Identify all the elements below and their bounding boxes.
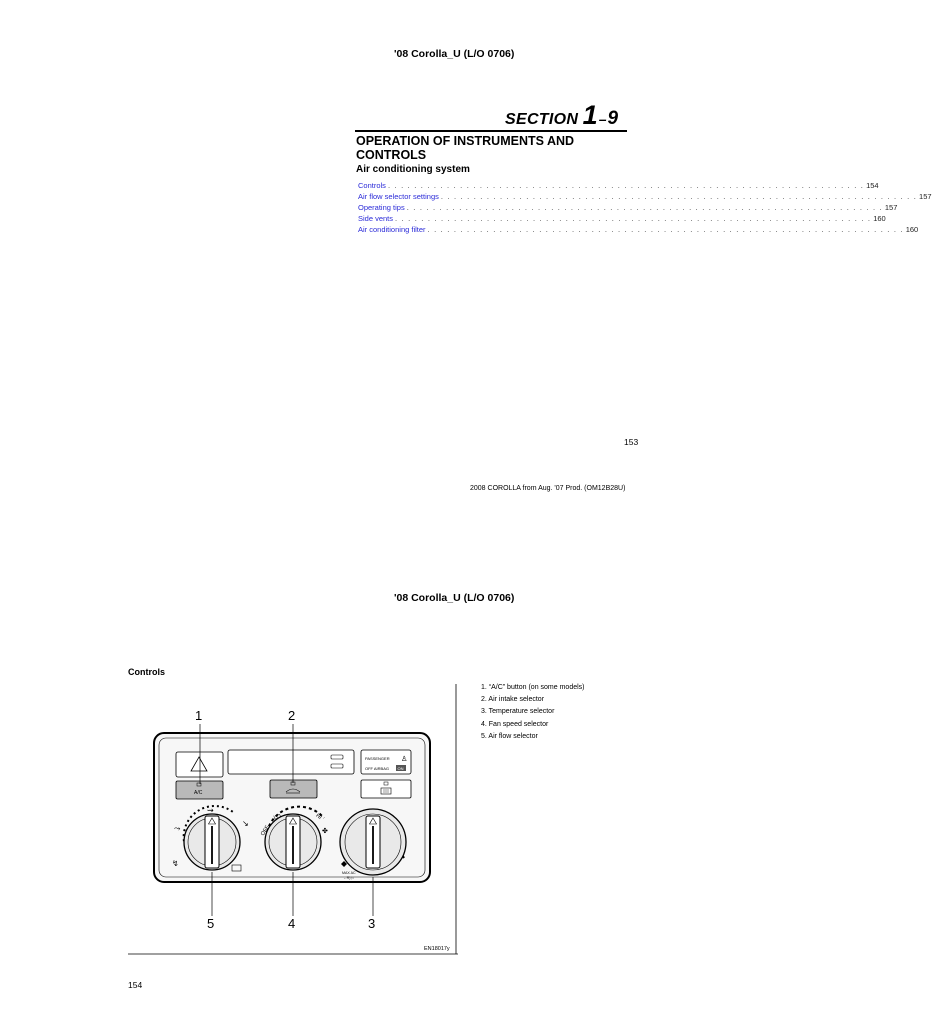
toc-leader: . . . . . . . . . . . . . . . . . . . . . . . . . . . . . . . . . . . . . . . . . . . . . . . . . . . . . . . . . . . . . . . . . . . . . . . . . — [427, 225, 904, 234]
toc-entry-air-flow-selector-settings[interactable] — [358, 191, 932, 202]
airbag-label: OFF AIRBAG — [365, 766, 390, 771]
fan-lo-label: LO — [272, 813, 282, 822]
callout-2: 2 — [288, 708, 296, 723]
toc-entry-air-conditioning-filter[interactable] — [358, 224, 919, 235]
foot-defog-vent-icon: ↯ — [172, 859, 179, 868]
passenger-airbag-indicator — [361, 750, 411, 774]
ac-label: A/C — [194, 790, 203, 796]
fan-hi-label: HI — [314, 812, 323, 822]
hazard-button[interactable] — [176, 752, 223, 777]
callout-3: 3 — [368, 916, 376, 931]
page-footer: 2008 COROLLA from Aug. '07 Prod. (OM12B28U) — [470, 485, 626, 492]
section-rule — [355, 130, 627, 132]
section-number: 1 — [582, 100, 598, 130]
toc-label: Operating tips — [358, 203, 405, 212]
figure-id: EN18017y — [424, 946, 450, 952]
toc-entry-controls[interactable] — [358, 180, 879, 191]
legend-item: 1. “A/C” button (on some models) — [481, 684, 585, 691]
toc-label: Air flow selector settings — [358, 192, 439, 201]
toc-label: Side vents — [358, 214, 394, 223]
fan-icon: ✤ — [322, 827, 328, 835]
fan-off-label: OFF — [260, 824, 271, 838]
seated-person-icon: ♙ — [401, 755, 408, 763]
toc-label: Controls — [358, 181, 386, 190]
section-heading-controls: Controls — [128, 667, 165, 677]
max-ac-label: MAX AC — [342, 871, 356, 875]
toc-entry-side-vents[interactable] — [358, 213, 886, 224]
section-heading — [505, 100, 627, 132]
section-dash: – — [598, 111, 607, 127]
page-header: '08 Corolla_U (L/O 0706) — [394, 48, 515, 60]
chapter-subtitle: Air conditioning system — [356, 164, 470, 175]
page-header: '08 Corolla_U (L/O 0706) — [394, 592, 515, 604]
callout-1: 1 — [195, 708, 203, 723]
section-word: SECTION — [505, 111, 579, 128]
toc-leader: . . . . . . . . . . . . . . . . . . . . . . . . . . . . . . . . . . . . . . . . . . . . . . . . . . . . . . . . . . . . . . . . . . . . . . . . . — [406, 203, 883, 212]
toc-page: 157 — [884, 203, 898, 212]
page-number: 154 — [128, 980, 143, 990]
legend-item: 5. Air flow selector — [481, 732, 538, 740]
rear-defogger-button[interactable] — [361, 780, 411, 798]
face-vent-icon: ⤳ — [174, 824, 181, 833]
page-number: 153 — [624, 437, 639, 447]
toc-page: 160 — [873, 214, 886, 223]
legend-item: 4. Fan speed selector — [481, 720, 549, 728]
chapter-title: OPERATION OF INSTRUMENTS AND CONTROLS — [356, 134, 575, 162]
callout-4: 4 — [288, 916, 296, 931]
toc-entry-operating-tips[interactable] — [358, 202, 898, 213]
ac-button[interactable] — [176, 781, 223, 799]
toc-leader: . . . . . . . . . . . . . . . . . . . . . . . . . . . . . . . . . . . . . . . . . . . . . . . . . . . . . . . . . . . . . . . . . . . . . . . . . — [395, 214, 872, 223]
air-intake-button[interactable] — [270, 780, 317, 798]
toc-page: 157 — [919, 192, 932, 201]
section-subnumber: 9 — [607, 108, 619, 129]
toc-label: Air conditioning filter — [358, 225, 426, 234]
airbag-on-badge: ON — [397, 766, 404, 771]
figure-legend — [481, 682, 585, 743]
display-window — [228, 750, 354, 774]
toc-page: 154 — [866, 181, 879, 190]
legend-item: 2. Air intake selector — [481, 696, 545, 704]
climate-control-panel-figure — [128, 684, 458, 954]
foot-vent-icon: ↘ — [242, 819, 249, 828]
toc-page: 160 — [905, 225, 919, 234]
toc-leader: . . . . . . . . . . . . . . . . . . . . . . . . . . . . . . . . . . . . . . . . . . . . . . . . . . . . . . . . . . . . . . . . . . . . . . . . . — [387, 181, 865, 190]
table-of-contents — [358, 180, 932, 235]
toc-leader: . . . . . . . . . . . . . . . . . . . . . . . . . . . . . . . . . . . . . . . . . . . . . . . . . . . . . . . . . . . . . . . . . . . . . . . . . — [440, 192, 918, 201]
passenger-label: PASSENGER — [365, 756, 390, 761]
callout-5: 5 — [207, 916, 215, 931]
legend-item: 3. Temperature selector — [481, 708, 555, 716]
max-ac-sublabel: ←R) ▷ — [343, 876, 355, 880]
bi-level-vent-icon: ⇝ — [207, 806, 214, 815]
